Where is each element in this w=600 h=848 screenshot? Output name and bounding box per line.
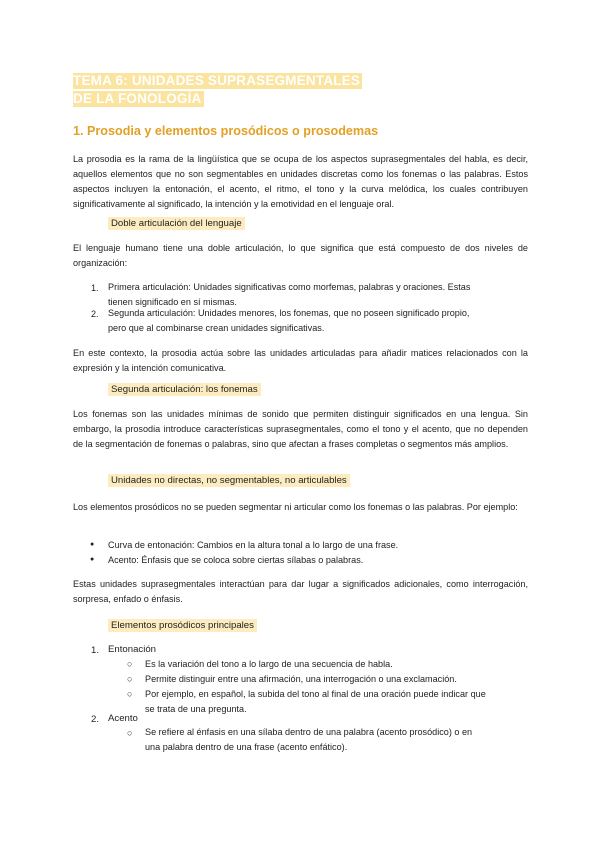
sub-list-item: Se refiere al énfasis en una sílaba dentro de una palabra (acento prosódico) o en una palabra dentro de una frase (acento enfático). [145,727,473,752]
document-title [73,72,362,108]
list-item: Primera articulación: Unidades significativas como morfemas, palabras y oraciones. Estas tienen significado en sí mismas. [108,282,471,307]
section-heading: 1. Prosodia y elementos prosódicos o prosodemas [73,124,379,138]
list-number: 2. [91,309,99,319]
sub-list-item: Es la variación del tono a lo largo de una secuencia de habla. [145,659,393,669]
circle-bullet-icon: ○ [127,674,133,684]
list-item-label: Acento [108,713,138,724]
doble-closing-paragraph: En este contexto, la prosodia actúa sobre las unidades articuladas para añadir matices relacionados con la expresión y la intención comunicativa. [73,348,528,373]
subheading-doble-articulacion: Doble articulación del lenguaje [108,218,245,229]
bullet-icon: ● [90,541,95,548]
bullet-item: Acento: Énfasis que se coloca sobre ciertas sílabas o palabras. [108,555,364,565]
list-item: Segunda articulación: Unidades menores, los fonemas, que no poseen significado propio, pero que al combinarse crean unidades significativas. [108,308,470,333]
list-number: 1. [91,645,100,656]
list-number: 1. [91,283,99,293]
subheading-elementos: Elementos prosódicos principales [108,620,257,631]
unidades-closing-paragraph: Estas unidades suprasegmentales interactúan para dar lugar a significados adicionales, como interrogación, sorpresa, enfado o énfasis. [73,579,528,604]
doble-paragraph: El lenguaje humano tiene una doble articulación, lo que significa que está compuesto de dos niveles de organización: [73,243,528,268]
list-number: 2. [91,714,100,725]
circle-bullet-icon: ○ [127,728,133,738]
circle-bullet-icon: ○ [127,659,133,669]
bullet-item: Curva de entonación: Cambios en la altura tonal a lo largo de una frase. [108,540,399,550]
title-line-1: TEMA 6: UNIDADES SUPRASEGMENTALES [73,73,361,88]
segunda-paragraph: Los fonemas son las unidades mínimas de sonido que permiten distinguir significados en una lengua. Sin embargo, la prosodia introduce características suprasegmentales, como el tono y el acento, que no dependen de la segmentación de fonemas o palabras, sino que afectan a frases completas o segmentos más amplios. [73,409,528,449]
unidades-paragraph: Los elementos prosódicos no se pueden segmentar ni articular como los fonemas o las palabras. Por ejemplo: [73,502,518,512]
sub-list-item: Permite distinguir entre una afirmación, una interrogación o una exclamación. [145,674,457,684]
title-line-2: DE LA FONOLOGÍA [73,91,202,106]
sub-list-item: Por ejemplo, en español, la subida del tono al final de una oración puede indicar que se trata de una pregunta. [145,689,486,714]
list-item-label: Entonación [108,644,157,655]
circle-bullet-icon: ○ [127,689,133,699]
intro-paragraph: La prosodia es la rama de la lingüística que se ocupa de los aspectos suprasegmentales del habla, es decir, aquellos elementos que no son segmentables en unidades discretas como los fonemas o las palabras. Estos aspectos incluyen la entonación, el acento, el ritmo, el tono y la curva melódica, los cuales contribuyen significativamente al significado, la intención y la emotividad en el lenguaje oral. [73,154,528,209]
bullet-icon: ● [90,556,95,563]
subheading-segunda-articulacion: Segunda articulación: los fonemas [108,384,261,395]
subheading-unidades: Unidades no directas, no segmentables, no articulables [108,475,350,486]
